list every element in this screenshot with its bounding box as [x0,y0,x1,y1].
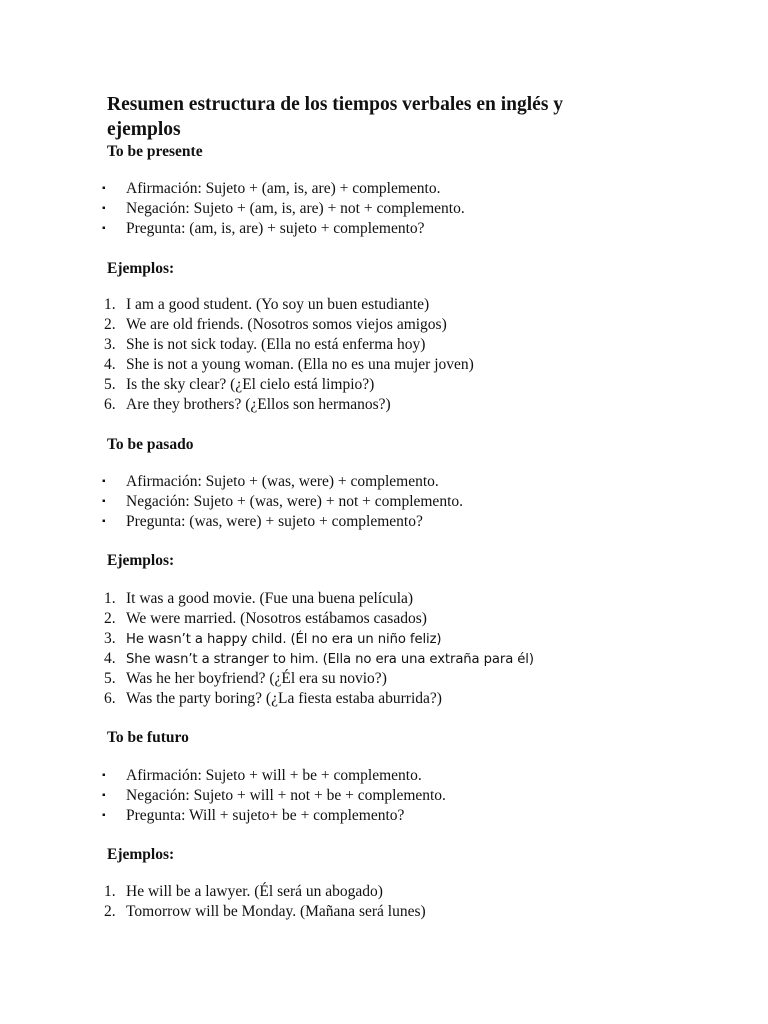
example-text [126,629,441,650]
rule-text: Pregunta: Will + sujeto+ be + complemento? [126,807,405,824]
rule-text: Negación: Sujeto + (was, were) + not + complemento. [126,493,463,510]
examples-heading: Ejemplos: [107,552,175,569]
rule-text: Pregunta: (was, were) + sujeto + complemento? [126,513,423,530]
bullet-icon: ▪ [102,790,106,801]
example-text: Was the party boring? (¿La fiesta estaba aburrida?) [126,690,442,707]
rule-text: Afirmación: Sujeto + will + be + complemento. [126,767,422,784]
bullet-icon: ▪ [102,476,106,487]
example-text: Tomorrow will be Monday. (Mañana será lunes) [126,903,426,920]
example-text: It was a good movie. (Fue una buena película) [126,590,414,607]
list-number: 5. [104,376,116,393]
list-number: 5. [104,670,116,687]
section-heading-pasado: To be pasado [107,436,194,453]
example-text: Was he her boyfriend? (¿Él era su novio?) [126,670,387,687]
example-text: We were married. (Nosotros estábamos casados) [126,610,427,627]
example-text: Is the sky clear? (¿El cielo está limpio?) [126,376,375,393]
bullet-icon: ▪ [102,183,106,194]
rule-text: Afirmación: Sujeto + (am, is, are) + complemento. [126,180,441,197]
example-text [126,649,534,670]
list-number: 1. [104,296,116,313]
list-number: 6. [104,396,116,413]
rule-text: Afirmación: Sujeto + (was, were) + complemento. [126,473,439,490]
list-number: 2. [104,610,116,627]
example-text: She is not sick today. (Ella no está enferma hoy) [126,336,426,353]
section-heading-presente: To be presente [107,143,203,160]
list-number: 4. [104,650,116,667]
example-text: We are old friends. (Nosotros somos viejos amigos) [126,316,447,333]
bullet-icon: ▪ [102,770,106,781]
list-number: 4. [104,356,116,373]
example-text-sans: He wasn’t a happy child. (Él no era un niño feliz) [126,632,442,647]
examples-heading: Ejemplos: [107,260,175,277]
list-number: 1. [104,883,116,900]
example-text-sans: She wasn’t a stranger to him. (Ella no era una extraña para él) [126,652,534,667]
example-text: I am a good student. (Yo soy un buen estudiante) [126,296,430,313]
rule-text: Negación: Sujeto + (am, is, are) + not + complemento. [126,200,465,217]
list-number: 2. [104,903,116,920]
examples-heading: Ejemplos: [107,846,175,863]
list-number: 2. [104,316,116,333]
bullet-icon: ▪ [102,810,106,821]
example-text: She is not a young woman. (Ella no es una mujer joven) [126,356,474,373]
section-heading-futuro: To be futuro [107,729,189,746]
example-text: He will be a lawyer. (Él será un abogado) [126,883,383,900]
rule-text: Negación: Sujeto + will + not + be + complemento. [126,787,446,804]
bullet-icon: ▪ [102,516,106,527]
list-number: 3. [104,630,116,647]
list-number: 3. [104,336,116,353]
example-text: Are they brothers? (¿Ellos son hermanos?) [126,396,391,413]
bullet-icon: ▪ [102,203,106,214]
bullet-icon: ▪ [102,496,106,507]
bullet-icon: ▪ [102,223,106,234]
document-title: Resumen estructura de los tiempos verbales en inglés y ejemplos [107,94,564,140]
list-number: 6. [104,690,116,707]
list-number: 1. [104,590,116,607]
rule-text: Pregunta: (am, is, are) + sujeto + complemento? [126,220,425,237]
